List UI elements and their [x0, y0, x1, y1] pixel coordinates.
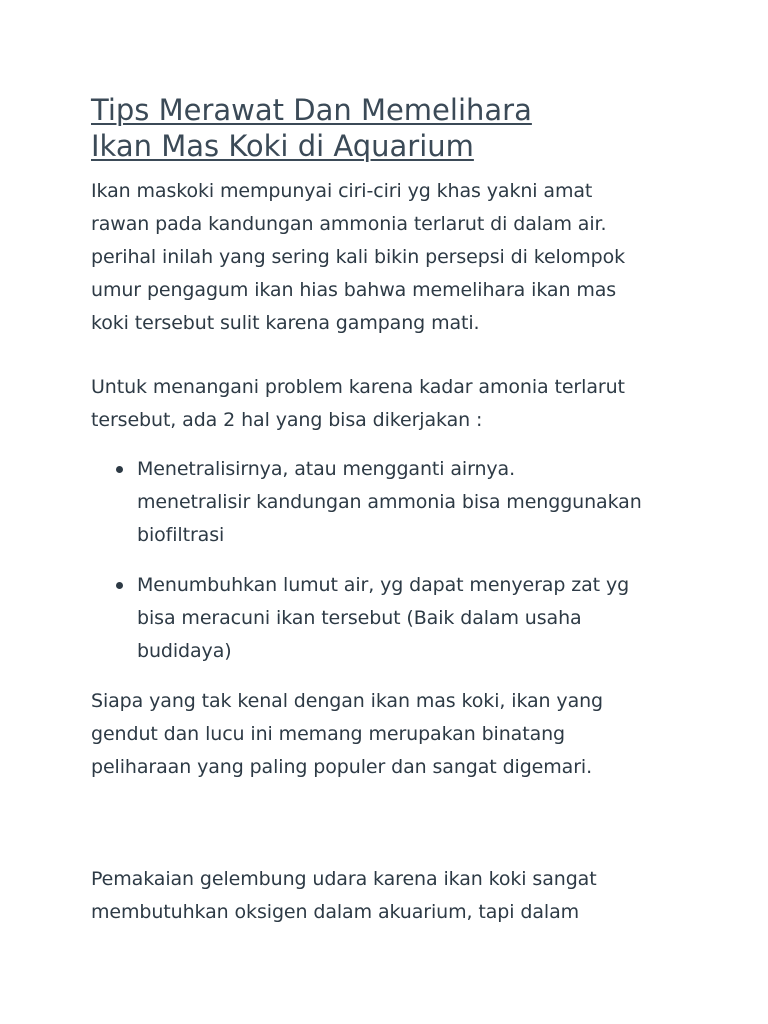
text-line: biofiltrasi: [137, 524, 225, 546]
document-title: [91, 92, 691, 164]
text-line: menetralisir kandungan ammonia bisa menggunakan: [137, 491, 642, 513]
text-line: Siapa yang tak kenal dengan ikan mas koki, ikan yang: [91, 690, 604, 712]
bullet-item: [91, 569, 711, 668]
text-line: bisa meracuni ikan tersebut (Baik dalam usaha: [137, 607, 582, 629]
text-line: peliharaan yang paling populer dan sangat digemari.: [91, 756, 593, 778]
paragraph-popularity: [91, 685, 691, 784]
bullet-dot-icon: [116, 466, 123, 473]
text-line: Menumbuhkan lumut air, yg dapat menyerap zat yg: [137, 574, 630, 596]
text-line: Pemakaian gelembung udara karena ikan koki sangat: [91, 868, 597, 890]
paragraph-intro: [91, 175, 691, 340]
text-line: umur pengagum ikan hias bahwa memelihara ikan mas: [91, 279, 617, 301]
text-line: koki tersebut sulit karena gampang mati.: [91, 312, 480, 334]
text-line: Untuk menangani problem karena kadar amonia terlarut: [91, 376, 625, 398]
paragraph-aeration: [91, 863, 691, 929]
text-line: Menetralisirnya, atau mengganti airnya.: [137, 458, 516, 480]
paragraph-problem: [91, 371, 691, 437]
text-line: budidaya): [137, 640, 232, 662]
bullet-list: [91, 453, 711, 668]
title-line: Tips Merawat Dan Memelihara: [91, 93, 532, 127]
title-line: Ikan Mas Koki di Aquarium: [91, 129, 474, 163]
text-line: tersebut, ada 2 hal yang bisa dikerjakan :: [91, 409, 483, 431]
text-line: rawan pada kandungan ammonia terlarut di dalam air.: [91, 213, 607, 235]
bullet-dot-icon: [116, 582, 123, 589]
text-line: perihal inilah yang sering kali bikin persepsi di kelompok: [91, 246, 626, 268]
text-line: Ikan maskoki mempunyai ciri-ciri yg khas yakni amat: [91, 180, 593, 202]
text-line: membutuhkan oksigen dalam akuarium, tapi dalam: [91, 901, 580, 923]
text-line: gendut dan lucu ini memang merupakan binatang: [91, 723, 566, 745]
bullet-item: [91, 453, 711, 552]
